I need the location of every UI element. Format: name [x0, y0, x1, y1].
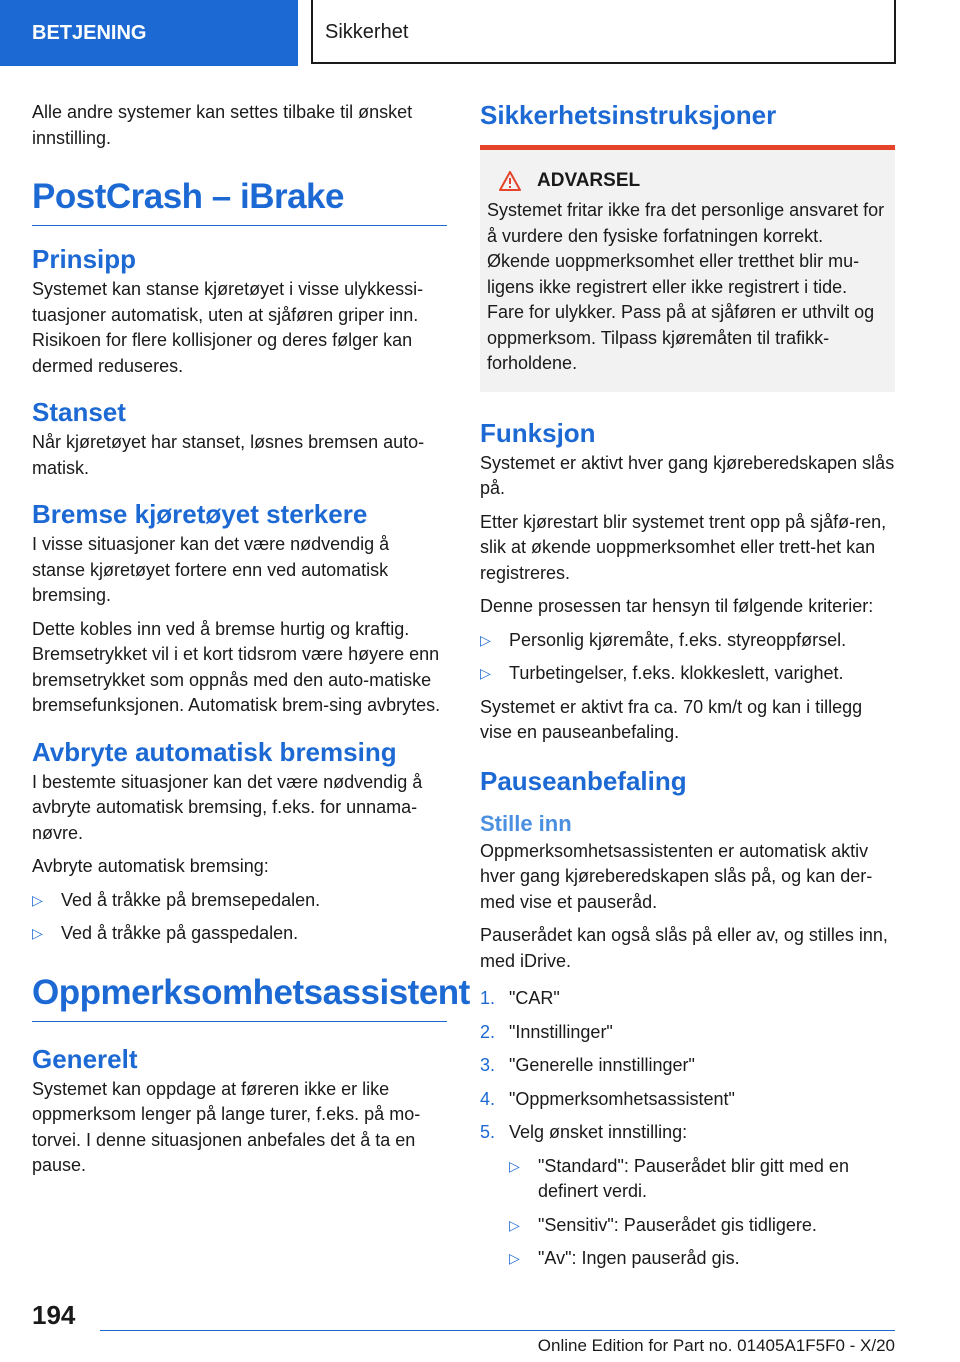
triangle-bullet-icon: ▷ — [32, 891, 43, 908]
triangle-bullet-icon: ▷ — [509, 1157, 520, 1174]
list-item: ▷ Turbetingelser, f.eks. klokkeslett, varighet. — [480, 661, 895, 687]
bremse-paragraph-1: I visse situasjoner kan det være nødvendig å stanse kjøretøyet fortere enn ved automatisk bremsing. — [32, 534, 390, 605]
warning-title: ADVARSEL — [487, 170, 888, 192]
funksjon-paragraph-4: Systemet er aktivt fra ca. 70 km/t og kan i tillegg vise en pauseanbefaling. — [480, 696, 863, 742]
setting-options-list — [509, 1154, 895, 1272]
list-item: 5. Velg ønsket innstilling: ▷ "Standard": Pauserådet blir gitt med en definert verdi. ▷ "Sensitiv": Pauserådet gis tidligere. ▷ "Av": Ingen pauseråd gis. — [480, 1120, 895, 1272]
triangle-bullet-icon: ▷ — [509, 1216, 520, 1233]
pause-paragraph-2: Pauserådet kan også slås på eller av, og stilles inn, med iDrive. — [480, 925, 888, 971]
funksjon-paragraph-2: Etter kjørestart blir systemet trent opp på sjåfø-ren, slik at økende uoppmerksomhet eller trett-het kan registreres. — [480, 511, 887, 583]
stanset-text: Når kjøretøyet har stanset, løsnes bremsen auto-matisk. — [32, 432, 425, 478]
list-item: ▷ "Standard": Pauserådet blir gitt med en definert verdi. — [509, 1155, 849, 1201]
funksjon-criteria-list — [480, 628, 895, 687]
right-column — [480, 100, 895, 1280]
funksjon-paragraph-1: Systemet er aktivt hver gang kjøreberedskapen slås på. — [480, 452, 895, 498]
list-item: ▷ Ved å tråkke på bremsepedalen. — [32, 888, 447, 914]
list-item: ▷ Ved å tråkke på gasspedalen. — [32, 921, 447, 947]
triangle-bullet-icon: ▷ — [480, 665, 491, 681]
page-header — [0, 0, 960, 66]
pause-steps-list — [480, 986, 895, 1272]
generelt-text: Systemet kan oppdage at føreren ikke er like oppmerksom lenger på lange turer, f.eks. på mo-torvei. I denne situasjonen anbefales det å ta en pause. — [32, 1078, 421, 1175]
section-tab: BETJENING — [0, 0, 298, 66]
avbryte-list — [32, 888, 447, 947]
safety-heading: Sikkerhetsinstruksjoner — [480, 100, 777, 130]
avbryte-paragraph-2: Avbryte automatisk bremsing: — [32, 856, 269, 876]
bremse-heading: Bremse kjøretøyet sterkere — [32, 499, 368, 529]
funksjon-heading: Funksjon — [480, 417, 596, 448]
triangle-bullet-icon: ▷ — [480, 631, 491, 648]
pause-heading: Pauseanbefaling — [480, 765, 687, 796]
list-item: 1. "CAR" — [480, 988, 560, 1008]
warning-triangle-icon — [499, 171, 521, 191]
list-item: ▷ "Sensitiv": Pauserådet gis tidligere. — [509, 1213, 895, 1239]
avbryte-paragraph-1: I bestemte situasjoner kan det være nødvendig å avbryte automatisk bremsing, f.eks. for unnama-nøvre. — [32, 771, 423, 843]
funksjon-paragraph-3: Denne prosessen tar hensyn til følgende kriterier: — [480, 596, 874, 616]
stanset-heading: Stanset — [32, 397, 126, 427]
intro-paragraph: Alle andre systemer kan settes tilbake til ønsket innstilling. — [32, 102, 413, 148]
list-item: 4. "Oppmerksomhetsassistent" — [480, 1088, 735, 1109]
list-item: 3. "Generelle innstillinger" — [480, 1055, 695, 1075]
postcrash-title: PostCrash – iBrake — [32, 177, 447, 226]
oppmerksomhet-title: Oppmerksomhetsassistent — [32, 973, 447, 1022]
list-item: ▷ Personlig kjøremåte, f.eks. styreoppførsel. — [480, 628, 895, 654]
footer-divider — [100, 1330, 895, 1331]
left-column — [32, 100, 470, 1187]
stille-inn-heading: Stille inn — [480, 810, 572, 836]
avbryte-heading: Avbryte automatisk bremsing — [32, 736, 397, 767]
list-item: ▷ "Av": Ingen pauseråd gis. — [509, 1246, 895, 1272]
pause-paragraph-1: Oppmerksomhetsassistenten er automatisk aktiv hver gang kjøreberedskapen slås på, og kan der-med vise et pauseråd. — [480, 840, 873, 912]
triangle-bullet-icon: ▷ — [509, 1250, 520, 1266]
generelt-heading: Generelt — [32, 1043, 138, 1074]
page-number: 194 — [32, 1300, 76, 1330]
prinsipp-heading: Prinsipp — [32, 244, 137, 274]
bremse-paragraph-2: Dette kobles inn ved å bremse hurtig og kraftig. Bremsetrykket vil i et kort tidsrom være høyere enn bremsetrykket som oppnås med den auto-matiske bremsefunksjonen. Automatisk brem-sing avbrytes. — [32, 618, 441, 715]
triangle-bullet-icon: ▷ — [32, 925, 43, 941]
footer-edition: Online Edition for Part no. 01405A1F5F0 - X/20 — [537, 1336, 895, 1355]
chapter-title: Sikkerhet — [311, 0, 896, 64]
warning-box — [480, 145, 895, 392]
list-item: 2. "Innstillinger" — [480, 1021, 613, 1042]
prinsipp-text: Systemet kan stanse kjøretøyet i visse ulykkessi-tuasjoner automatisk, uten at sjåføren griper inn. Risikoen for flere kollisjoner og deres følger kan dermed reduseres. — [32, 279, 424, 376]
warning-text: Systemet fritar ikke fra det personlige ansvaret for å vurdere den fysiske forfatningen korrekt. Økende uoppmerksomhet eller tretthet blir mu-ligens ikke registrert eller ikke registrert i tide. Fare for ulykker. Pass på at sjåføren er uthvilt og oppmerksom. Tilpass kjøremåten til trafikk-forholdene. — [487, 200, 885, 373]
